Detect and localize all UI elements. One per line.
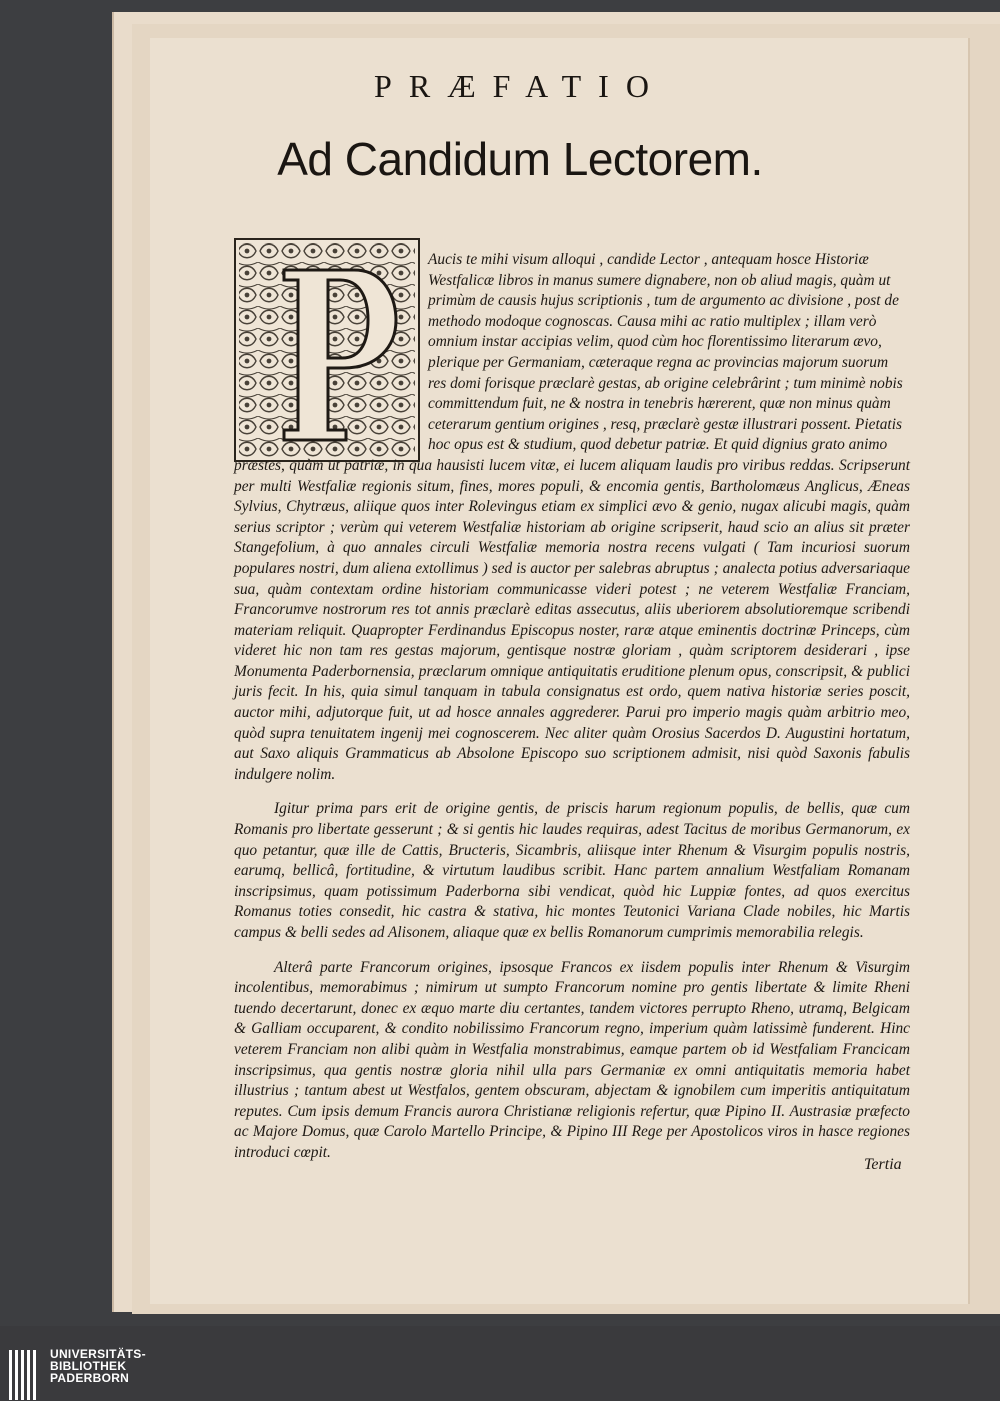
paragraph-2: Igitur prima pars erit de origine gentis, de priscis harum regionum populis, de bellis, quæ cum Romanis pro libertate gesserunt ; & si gentis hic laudes requiras, adest Tacitus de moribus Germanorum, ex quo petantur, quæ ille de Cattis, Bructeris, Sicambris, aliisque inter Rhenum & Visurgim populis nostris, earumq, bellicâ, fortitudine, & virtutum laudibus scribit. Hanc partem annalium Westfaliam Romanam inscripsimus, quam potissimum Paderborna sibi vendicat, quòd hic Luppiæ fontes, ad quos exercitus Romanus toties consedit, hic castra & stativa, hic montes Teutonici Variana Clade nobiles, hic Martis campus & belli sedes ad Alisonem, aliaque quæ ex bellis Romanorum cumprimis memorabilia relegis.: [234, 800, 910, 941]
paragraph-3: Alterâ parte Francorum origines, ipsosque Francos ex iisdem populis inter Rhenum & Visurgim incolentibus, memorabimus ; nimirum ut sumpto Francorum nomine pro gentis libertate & limite Rheni tuendo decertarunt, donec ex æquo marte diu certantes, tandem victores perrupto Rheno, utramq, Belgicam & Galliam occuparent, & condito nobilissimo Francorum regno, imperium quàm latissimè funderent. Hinc veterem Franciam non alibi quàm in Westfalia monstrabimus, eamque partem ob id Westfaliam Francicam inscripsimus, qua gentis nostræ gloria nihil ulla pars Germaniæ ex omni antiquitatis memoria habet illustrius ; tantum abest ut Westfalos, gentem obscuram, abjectam & ignobilem cum imperitis antiquitatum reputes. Cum ipsis demum Francis aurora Christianæ religionis refertur, quæ Pipino II. Austrasiæ præfecto ac Majore Domus, quæ Carolo Martello Principe, & Pipino III Rege per Apostolicos viros in hasce regiones introduci cœpit.: [234, 958, 910, 1161]
library-bars-logo-icon: [8, 1350, 38, 1400]
para1-line: res domi forisque præclarè gestas, ab origine celebrârint ; tum minimè nobis: [428, 374, 903, 392]
page-subtitle: Ad Candidum Lectorem.: [277, 133, 763, 185]
page-title: PRÆFATIO: [374, 68, 666, 104]
library-name-line: BIBLIOTHEK: [50, 1359, 127, 1373]
para1-line: ceterarum gentium origines , resq, præclarè gestæ illustrari possent. Pietatis: [428, 415, 902, 433]
paragraph-1: [234, 250, 910, 785]
para1-line: methodo modoque cognoscas. Causa mihi ac ratio multiplex ; illam verò: [428, 312, 877, 330]
library-name-line: UNIVERSITÄTS-: [50, 1347, 146, 1361]
para1-continuation: præstes, quàm ut patriæ, in qua hausisti lucem vitæ, ei lucem aliquam laudis pro viribus reddas. Scripserunt per multi Westfaliæ regionis situm, fines, mores populi, & encomia gentis, Bartholomæus Anglicus, Æneas Sylvius, Chytræus, aliique quos inter Rolevingus etiam ex simplici ævo & genio, nugax alicubi magis, quàm serius scriptor ; verùm qui veterem Westfaliæ historiam ab origine scripserit, haud scio an alius sit præter Stangefolium, à quo annales circuli Westfaliæ memoria nostra recens vulgati ( Tam incuriosi suorum populares nostri, dum aliena extollimus ) sed is auctor per salebras abruptus ; analecta potius adversariaque sua, quàm contextam ordine historiam communicasse videri potest ; ne veterem Westfaliæ Franciam, Francorumve nostrorum res tot annis præclarè editas assecutus, aliis uberiorem absolutioremque scribendi materiam reliquit. Quapropter Ferdinandus Episcopus noster, raræ atque eminentis doctrinæ Princeps, cùm videret hic non tam res gestas majorum, gentisque nostræ gloriam , quàm scriptorem desiderari , ipse Monumenta Paderbornensia, præclarum omnique antiquitatis eruditione plenum opus, conscripsit, & publici juris fecit. In his, quia simul tanquam in tabula consignatus est ordo, quem nativa historiæ series poscit, auctor mihi, adjutorque fuit, ut ad hosce annales aggrederer. Parui pro imperio magis quàm arbitrio meo, quòd supra tenuitatem ingenij mei cognoscerem. Nec aliter quàm Orosius Sacerdos D. Augustini hortatum, aut Saxo aliquis Grammaticus ab Absolone Episcopo suo scriptionem admisit, nisi quòd Saxonis fabulis indulgere nolim.: [234, 456, 910, 783]
para1-line: primùm de causis hujus scriptionis , tum de argumento ac divisione , post de: [428, 292, 899, 310]
initial-letter-inline: [428, 250, 429, 251]
library-name-line: PADERBORN: [50, 1371, 130, 1385]
para1-line: Aucis te mihi visum alloqui , candide Lector , antequam hosce Historiæ: [428, 251, 869, 268]
para1-line: Westfalicæ libros in manus sumere dignabere, non ob aliud magis, quàm ut: [428, 271, 891, 289]
preface-body: [234, 250, 910, 1164]
para1-line: omnium instar accipias velim, quod cùm hoc florentissimo literarum ævo,: [428, 333, 882, 351]
footer-bar: [0, 1326, 1000, 1401]
catchword: Tertia: [864, 1156, 902, 1173]
para1-line: hoc opus est & studium, quod debetur patriæ. Et quid dignius grato animo: [428, 436, 888, 454]
library-name: [50, 1348, 146, 1384]
para1-line: committendum fuit, ne & nostra in tenebris hærerent, quæ non minus quàm: [428, 395, 891, 413]
para1-line: plerique per Germaniam, cæteraque regna ac provincias majorum suorum: [428, 353, 889, 371]
